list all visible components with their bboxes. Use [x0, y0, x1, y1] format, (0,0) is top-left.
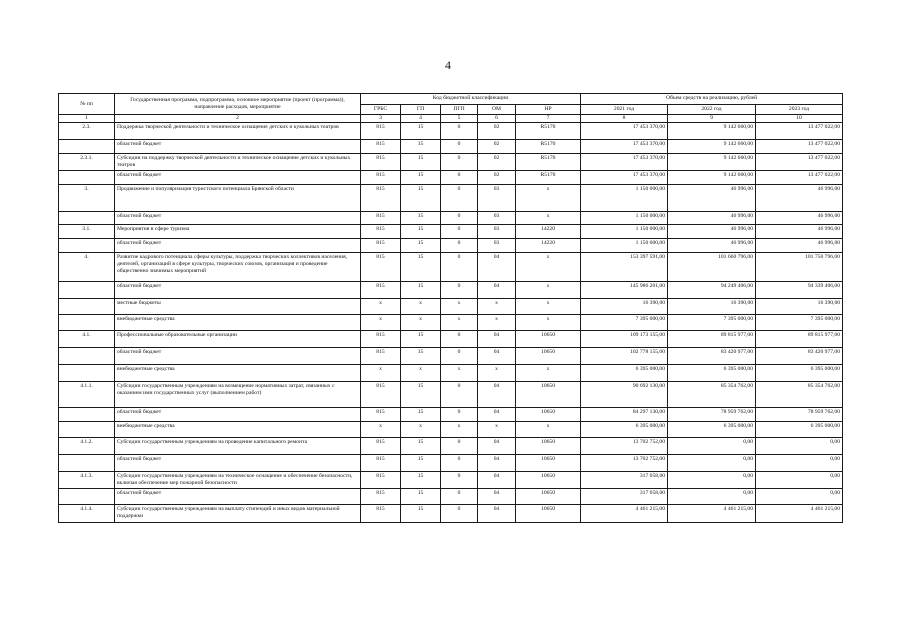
gp-code: 15	[401, 253, 441, 282]
amount-2021: 153 397 591,00	[581, 253, 668, 282]
row-number: 4.1.	[59, 331, 115, 348]
table-row	[59, 253, 843, 282]
nr-code: x	[516, 212, 581, 225]
column-number: 9	[668, 115, 756, 123]
gp-code: 15	[401, 185, 441, 212]
budget-table	[58, 93, 843, 523]
gp-code: 15	[401, 140, 441, 154]
nr-code: x	[516, 299, 581, 315]
col-volume-header: Объем средств на реализацию, рублей	[581, 94, 843, 105]
table-row	[59, 422, 843, 438]
om-code: 04	[478, 472, 516, 489]
nr-code: 10650	[516, 489, 581, 505]
table-row	[59, 185, 843, 212]
row-description: местные бюджеты	[115, 299, 361, 315]
amount-2023: 78 959 762,00	[756, 408, 843, 422]
grbs-code: 815	[361, 239, 401, 253]
nr-code: 10650	[516, 505, 581, 523]
om-code: 04	[478, 505, 516, 523]
table-row	[59, 140, 843, 154]
grbs-code: 815	[361, 225, 401, 239]
column-number: 2	[115, 115, 361, 123]
row-number: 4.1.1.	[59, 382, 115, 408]
nr-code: 10650	[516, 382, 581, 408]
grbs-code: 815	[361, 212, 401, 225]
column-number: 4	[401, 115, 441, 123]
amount-2023: 85 354 762,00	[756, 382, 843, 408]
column-number-row	[59, 115, 843, 123]
pgp-code: 0	[441, 408, 478, 422]
pgp-code: 0	[441, 382, 478, 408]
gp-code: 15	[401, 123, 441, 140]
pgp-code: 0	[441, 171, 478, 185]
nr-code: 14220	[516, 225, 581, 239]
row-number	[59, 348, 115, 365]
grbs-code: 815	[361, 472, 401, 489]
amount-2022: 94 249 406,00	[668, 282, 756, 299]
row-description: Мероприятия в сфере туризма	[115, 225, 361, 239]
amount-2022: 9 142 660,00	[668, 154, 756, 171]
table-row	[59, 282, 843, 299]
om-code: 03	[478, 225, 516, 239]
table-row	[59, 331, 843, 348]
amount-2022: 9 142 660,00	[668, 171, 756, 185]
amount-2023: 83 420 977,00	[756, 348, 843, 365]
pgp-code: 0	[441, 239, 478, 253]
amount-2023: 4 461 215,00	[756, 505, 843, 523]
sub-nr-header: НР	[516, 104, 581, 115]
grbs-code: 815	[361, 438, 401, 455]
gp-code: 15	[401, 154, 441, 171]
column-number: 6	[478, 115, 516, 123]
amount-2021: 13 702 752,00	[581, 438, 668, 455]
row-number	[59, 140, 115, 154]
om-code: 03	[478, 185, 516, 212]
row-description: областной бюджет	[115, 239, 361, 253]
amount-2021: 90 692 130,00	[581, 382, 668, 408]
gp-code: 15	[401, 348, 441, 365]
amount-2023: 46 996,00	[756, 212, 843, 225]
nr-code: R5170	[516, 140, 581, 154]
amount-2022: 101 660 796,00	[668, 253, 756, 282]
row-description: областной бюджет	[115, 348, 361, 365]
gp-code: 15	[401, 505, 441, 523]
amount-2023: 13 477 022,00	[756, 154, 843, 171]
row-description: Поддержка творческой деятельности и техническое оснащение детских и кукольных театров	[115, 123, 361, 140]
table-row	[59, 212, 843, 225]
amount-2021: 84 297 130,00	[581, 408, 668, 422]
grbs-code: 815	[361, 348, 401, 365]
amount-2023: 0,00	[756, 472, 843, 489]
sub-grbs-header: ГРБС	[361, 104, 401, 115]
amount-2022: 6 395 000,00	[668, 365, 756, 382]
amount-2021: 13 702 752,00	[581, 455, 668, 472]
table-row	[59, 505, 843, 523]
om-code: 04	[478, 282, 516, 299]
amount-2021: 17 453 370,00	[581, 140, 668, 154]
amount-2023: 13 477 022,00	[756, 123, 843, 140]
sub-2023-header: 2023 год	[756, 104, 843, 115]
nr-code: x	[516, 365, 581, 382]
gp-code: x	[401, 315, 441, 331]
table-row	[59, 225, 843, 239]
nr-code: R5170	[516, 171, 581, 185]
grbs-code: 815	[361, 282, 401, 299]
row-description: областной бюджет	[115, 455, 361, 472]
nr-code: 10650	[516, 472, 581, 489]
amount-2021: 109 173 155,00	[581, 331, 668, 348]
om-code: 02	[478, 123, 516, 140]
row-number	[59, 299, 115, 315]
row-description: внебюджетные средства	[115, 422, 361, 438]
column-number: 1	[59, 115, 115, 123]
row-number: 2.3.1.	[59, 154, 115, 171]
amount-2023: 46 996,00	[756, 225, 843, 239]
row-number: 3.	[59, 185, 115, 212]
pgp-code: 0	[441, 348, 478, 365]
gp-code: 15	[401, 472, 441, 489]
amount-2021: 4 461 215,00	[581, 505, 668, 523]
nr-code: 10650	[516, 348, 581, 365]
row-description: областной бюджет	[115, 171, 361, 185]
pgp-code: 0	[441, 505, 478, 523]
amount-2021: 1 150 000,00	[581, 185, 668, 212]
row-description: Продвижение и популяризация туристского потенциала Брянской области	[115, 185, 361, 212]
om-code: 02	[478, 140, 516, 154]
table-row	[59, 455, 843, 472]
gp-code: x	[401, 365, 441, 382]
om-code: 04	[478, 438, 516, 455]
pgp-code: x	[441, 422, 478, 438]
row-description: областной бюджет	[115, 140, 361, 154]
amount-2022: 4 461 215,00	[668, 505, 756, 523]
amount-2023: 0,00	[756, 489, 843, 505]
gp-code: 15	[401, 382, 441, 408]
om-code: 04	[478, 253, 516, 282]
row-description: Субсидии государственным учреждениям на выплату стипендий и иных видов материальной поддержки	[115, 505, 361, 523]
table-row	[59, 408, 843, 422]
column-number: 5	[441, 115, 478, 123]
row-number	[59, 315, 115, 331]
amount-2022: 0,00	[668, 455, 756, 472]
row-description: внебюджетные средства	[115, 365, 361, 382]
row-number	[59, 408, 115, 422]
sub-om-header: ОМ	[478, 104, 516, 115]
table-row	[59, 315, 843, 331]
nr-code: 10650	[516, 408, 581, 422]
om-code: 04	[478, 408, 516, 422]
amount-2022: 0,00	[668, 438, 756, 455]
amount-2022: 46 996,00	[668, 239, 756, 253]
om-code: x	[478, 299, 516, 315]
amount-2022: 0,00	[668, 489, 756, 505]
amount-2021: 17 453 370,00	[581, 154, 668, 171]
amount-2022: 6 395 000,00	[668, 422, 756, 438]
table-row	[59, 348, 843, 365]
pgp-code: x	[441, 299, 478, 315]
amount-2023: 0,00	[756, 455, 843, 472]
row-number	[59, 455, 115, 472]
amount-2022: 46 996,00	[668, 212, 756, 225]
nr-code: R5170	[516, 154, 581, 171]
pgp-code: 0	[441, 140, 478, 154]
row-description: областной бюджет	[115, 489, 361, 505]
amount-2022: 89 815 977,00	[668, 331, 756, 348]
row-description: Субсидии государственным учреждениям на возмещение нормативных затрат, связанных с оказанием ими государственных услуг (выполнением работ)	[115, 382, 361, 408]
amount-2021: 17 453 370,00	[581, 123, 668, 140]
pgp-code: 0	[441, 253, 478, 282]
table-row	[59, 154, 843, 171]
row-description: областной бюджет	[115, 408, 361, 422]
grbs-code: 815	[361, 185, 401, 212]
row-description: Субсидии государственным учреждениям на проведение капитального ремонта	[115, 438, 361, 455]
amount-2023: 89 815 977,00	[756, 331, 843, 348]
amount-2023: 94 339 406,00	[756, 282, 843, 299]
row-number	[59, 422, 115, 438]
col-budget-code-header: Код бюджетной классификации	[361, 94, 581, 105]
om-code: x	[478, 422, 516, 438]
column-number: 10	[756, 115, 843, 123]
amount-2021: 6 395 000,00	[581, 422, 668, 438]
row-number	[59, 489, 115, 505]
amount-2021: 317 058,00	[581, 489, 668, 505]
gp-code: 15	[401, 455, 441, 472]
om-code: 03	[478, 212, 516, 225]
header-row	[59, 94, 843, 105]
om-code: 02	[478, 171, 516, 185]
column-number: 3	[361, 115, 401, 123]
amount-2022: 16 390,00	[668, 299, 756, 315]
table-row	[59, 365, 843, 382]
amount-2022: 9 142 660,00	[668, 140, 756, 154]
page-number: 4	[445, 58, 451, 72]
pgp-code: 0	[441, 282, 478, 299]
nr-code: x	[516, 282, 581, 299]
col-program-header: Государственная программа, подпрограмма, основное мероприятие (проект (программа)), направление расходов, мероприятие	[115, 94, 361, 115]
amount-2023: 13 477 022,00	[756, 140, 843, 154]
row-number	[59, 282, 115, 299]
om-code: 04	[478, 382, 516, 408]
amount-2023: 101 750 796,00	[756, 253, 843, 282]
grbs-code: 815	[361, 154, 401, 171]
column-number: 7	[516, 115, 581, 123]
gp-code: 15	[401, 171, 441, 185]
om-code: x	[478, 315, 516, 331]
amount-2023: 0,00	[756, 438, 843, 455]
grbs-code: x	[361, 299, 401, 315]
pgp-code: 0	[441, 225, 478, 239]
pgp-code: 0	[441, 212, 478, 225]
amount-2022: 46 996,00	[668, 225, 756, 239]
grbs-code: 815	[361, 331, 401, 348]
row-description: Субсидии государственным учреждениям на техническое оснащение и обеспечение безопасности, включая обеспечение мер пожарной безопасности	[115, 472, 361, 489]
nr-code: 10650	[516, 438, 581, 455]
row-description: областной бюджет	[115, 282, 361, 299]
grbs-code: x	[361, 315, 401, 331]
nr-code: 10650	[516, 331, 581, 348]
grbs-code: 815	[361, 140, 401, 154]
grbs-code: 815	[361, 505, 401, 523]
amount-2022: 46 996,00	[668, 185, 756, 212]
amount-2022: 85 354 762,00	[668, 382, 756, 408]
om-code: 04	[478, 331, 516, 348]
sub-2022-header: 2022 год	[668, 104, 756, 115]
row-description: Профессиональные образовательные организации	[115, 331, 361, 348]
grbs-code: 815	[361, 253, 401, 282]
row-description: Развитие кадрового потенциала сферы культуры, поддержка творческих коллективов населения, деятелей, организаций в сфере культуры, творческих союзов, организация и проведение общественно значимых мероприятий	[115, 253, 361, 282]
amount-2022: 9 142 660,00	[668, 123, 756, 140]
table-row	[59, 171, 843, 185]
table-row	[59, 489, 843, 505]
amount-2023: 46 996,00	[756, 239, 843, 253]
table-row	[59, 438, 843, 455]
pgp-code: 0	[441, 331, 478, 348]
pgp-code: 0	[441, 123, 478, 140]
row-number: 3.1.	[59, 225, 115, 239]
row-number	[59, 365, 115, 382]
amount-2021: 102 778 155,00	[581, 348, 668, 365]
row-number: 4.1.4.	[59, 505, 115, 523]
nr-code: x	[516, 422, 581, 438]
amount-2021: 145 986 201,00	[581, 282, 668, 299]
row-number	[59, 239, 115, 253]
gp-code: 15	[401, 331, 441, 348]
table-row	[59, 472, 843, 489]
sub-2021-header: 2021 год	[581, 104, 668, 115]
pgp-code: x	[441, 315, 478, 331]
om-code: 04	[478, 455, 516, 472]
nr-code: 14220	[516, 239, 581, 253]
amount-2021: 6 395 000,00	[581, 365, 668, 382]
pgp-code: 0	[441, 438, 478, 455]
pgp-code: x	[441, 365, 478, 382]
nr-code: x	[516, 253, 581, 282]
row-number: 4.1.3.	[59, 472, 115, 489]
pgp-code: 0	[441, 489, 478, 505]
nr-code: x	[516, 185, 581, 212]
om-code: 04	[478, 489, 516, 505]
pgp-code: 0	[441, 154, 478, 171]
gp-code: 15	[401, 239, 441, 253]
amount-2023: 6 395 000,00	[756, 365, 843, 382]
table-row	[59, 123, 843, 140]
column-number: 8	[581, 115, 668, 123]
amount-2022: 0,00	[668, 472, 756, 489]
grbs-code: 815	[361, 382, 401, 408]
table-row	[59, 239, 843, 253]
om-code: 02	[478, 154, 516, 171]
grbs-code: 815	[361, 123, 401, 140]
amount-2023: 7 395 000,00	[756, 315, 843, 331]
row-number: 4.	[59, 253, 115, 282]
sub-gp-header: ГП	[401, 104, 441, 115]
amount-2022: 7 395 000,00	[668, 315, 756, 331]
amount-2021: 16 390,00	[581, 299, 668, 315]
grbs-code: 815	[361, 489, 401, 505]
row-description: областной бюджет	[115, 212, 361, 225]
gp-code: 15	[401, 225, 441, 239]
row-description: внебюджетные средства	[115, 315, 361, 331]
amount-2022: 78 959 762,00	[668, 408, 756, 422]
row-number: 4.1.2.	[59, 438, 115, 455]
om-code: 03	[478, 239, 516, 253]
sub-pgp-header: ПГП	[441, 104, 478, 115]
pgp-code: 0	[441, 472, 478, 489]
table-body	[59, 123, 843, 523]
gp-code: 15	[401, 489, 441, 505]
amount-2021: 7 395 000,00	[581, 315, 668, 331]
pgp-code: 0	[441, 185, 478, 212]
om-code: x	[478, 365, 516, 382]
row-description: Субсидии на поддержку творческой деятельности и техническое оснащение детских и кукольных театров	[115, 154, 361, 171]
table-row	[59, 299, 843, 315]
grbs-code: 815	[361, 408, 401, 422]
amount-2021: 17 453 370,00	[581, 171, 668, 185]
amount-2022: 83 420 977,00	[668, 348, 756, 365]
amount-2023: 6 395 000,00	[756, 422, 843, 438]
amount-2021: 1 150 000,00	[581, 239, 668, 253]
amount-2021: 1 150 000,00	[581, 225, 668, 239]
amount-2021: 317 058,00	[581, 472, 668, 489]
gp-code: 15	[401, 212, 441, 225]
gp-code: x	[401, 299, 441, 315]
amount-2023: 46 996,00	[756, 185, 843, 212]
gp-code: 15	[401, 408, 441, 422]
amount-2023: 16 390,00	[756, 299, 843, 315]
nr-code: x	[516, 315, 581, 331]
om-code: 04	[478, 348, 516, 365]
gp-code: x	[401, 422, 441, 438]
col-number-header: № пп	[59, 94, 115, 115]
nr-code: R5170	[516, 123, 581, 140]
row-number	[59, 171, 115, 185]
table-row	[59, 382, 843, 408]
pgp-code: 0	[441, 455, 478, 472]
row-number: 2.3.	[59, 123, 115, 140]
row-number	[59, 212, 115, 225]
gp-code: 15	[401, 282, 441, 299]
grbs-code: x	[361, 365, 401, 382]
nr-code: 10650	[516, 455, 581, 472]
grbs-code: 815	[361, 171, 401, 185]
gp-code: 15	[401, 438, 441, 455]
amount-2021: 1 150 000,00	[581, 212, 668, 225]
grbs-code: 815	[361, 455, 401, 472]
grbs-code: x	[361, 422, 401, 438]
amount-2023: 13 477 022,00	[756, 171, 843, 185]
